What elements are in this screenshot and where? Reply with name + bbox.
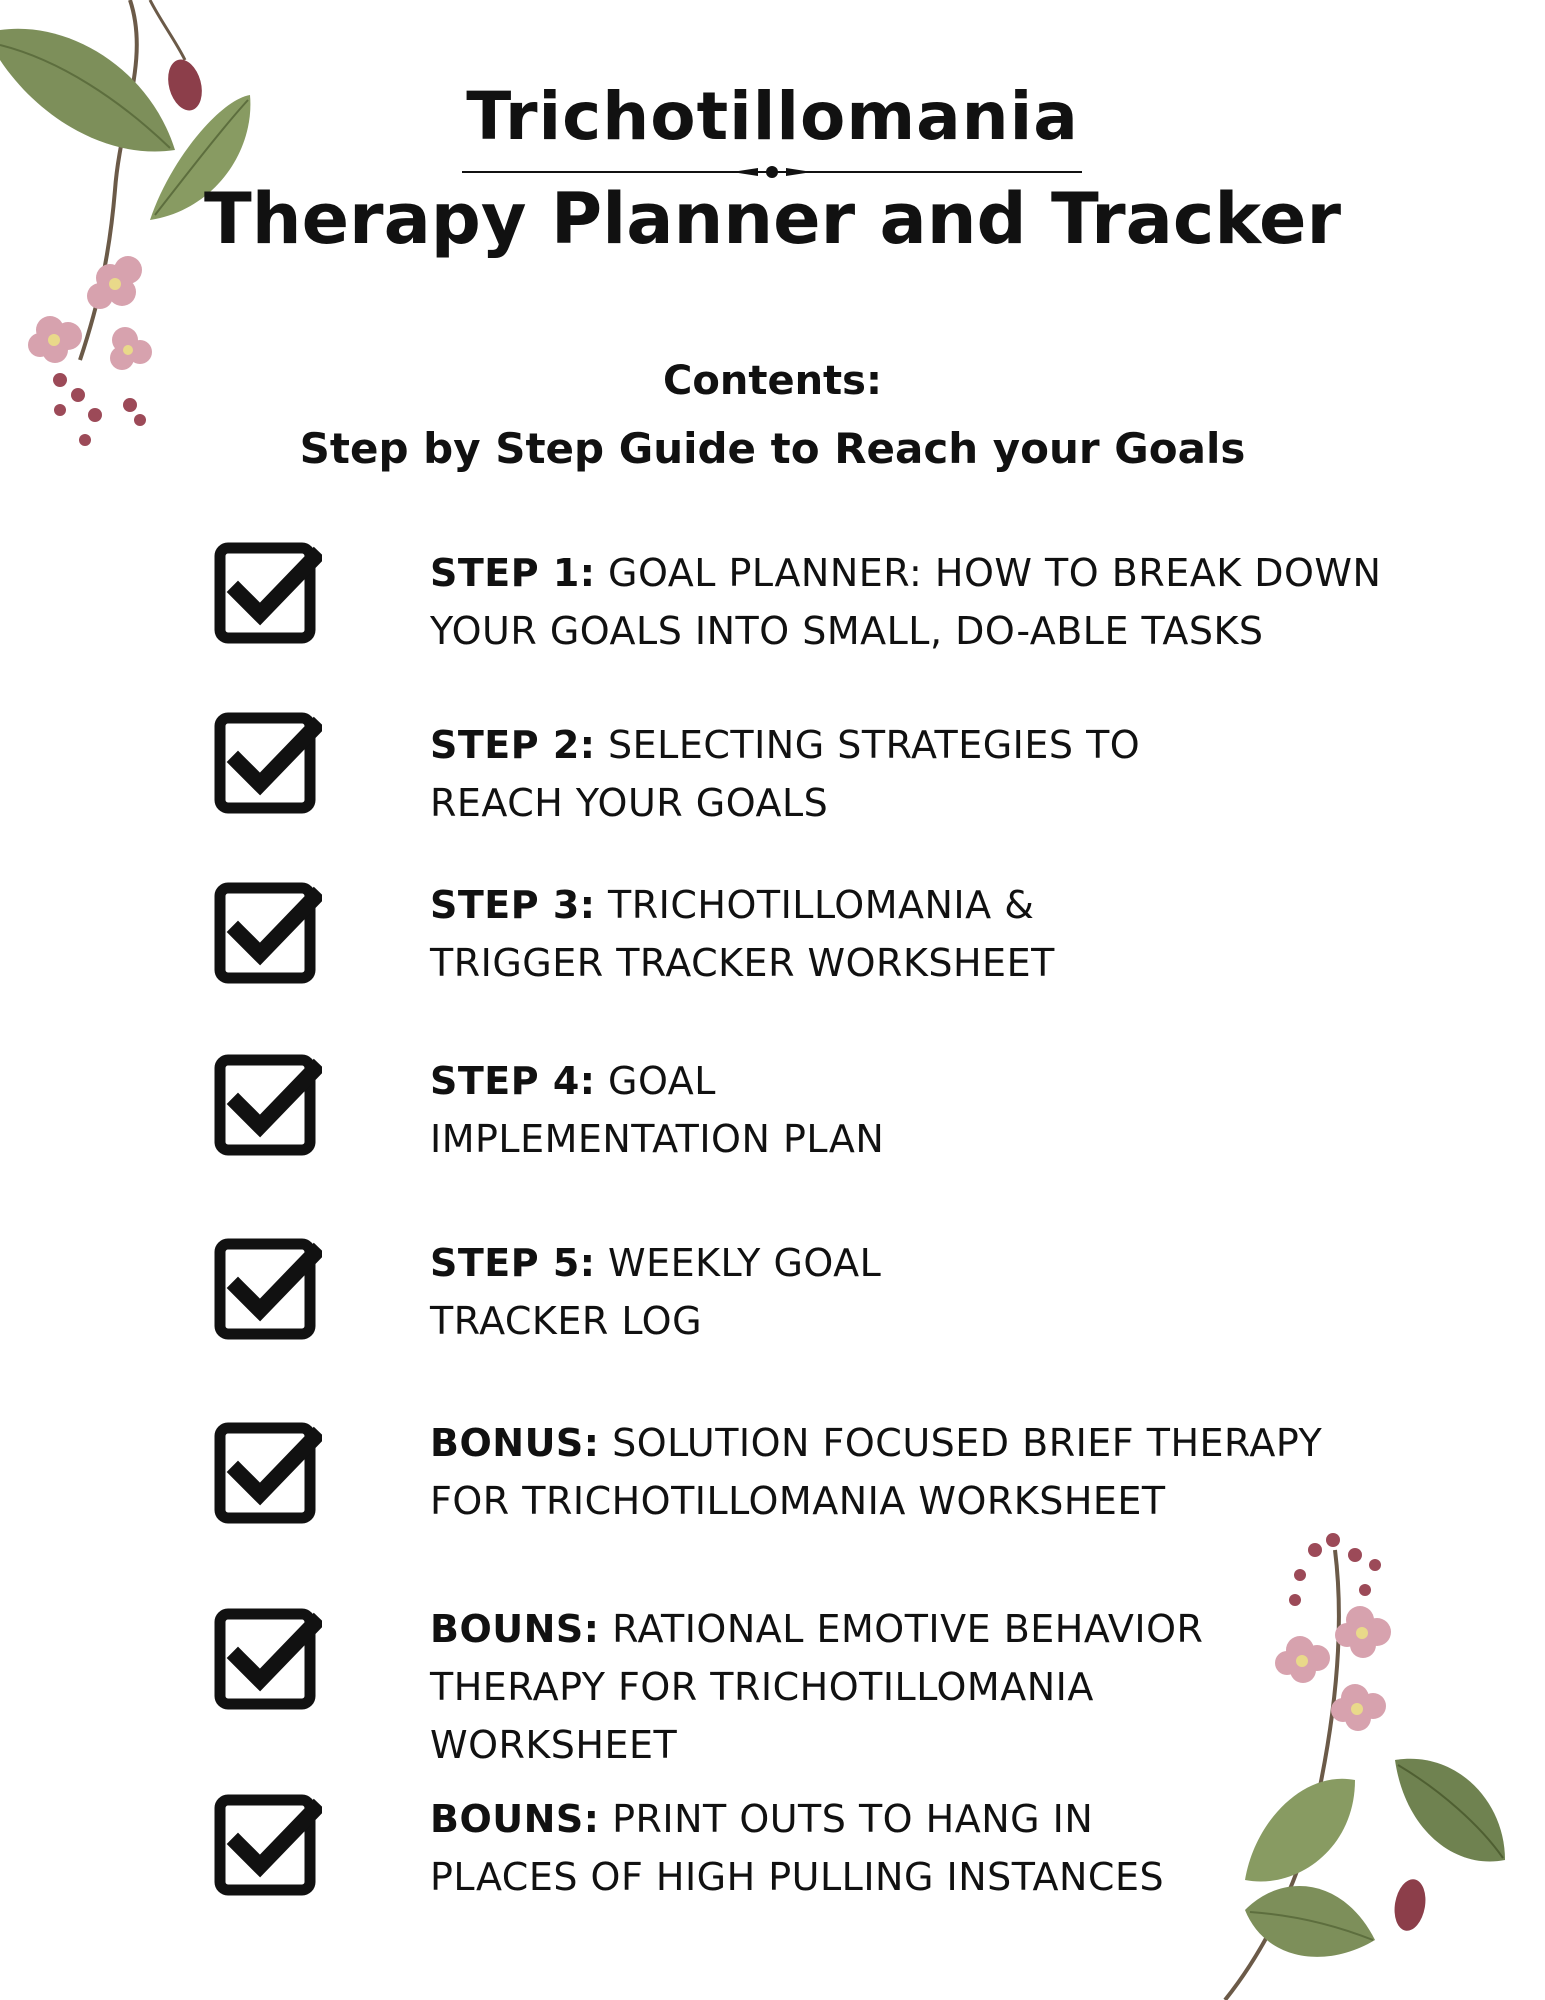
checked-box-icon	[214, 1052, 322, 1160]
flower-branch-icon	[1225, 1533, 1505, 2000]
page-title: Trichotillomania	[466, 78, 1079, 155]
step-label: STEP 3:	[430, 883, 596, 927]
checked-box-icon	[214, 710, 322, 818]
step-label: BOUNS:	[430, 1797, 600, 1841]
step-label: STEP 1:	[430, 551, 596, 595]
step-text-line3: WORKSHEET	[430, 1723, 678, 1767]
step-label: STEP 4:	[430, 1059, 596, 1103]
step-text-line2: REACH YOUR GOALS	[430, 781, 829, 825]
contents-subheading: Step by Step Guide to Reach your Goals	[299, 424, 1246, 473]
contents-heading: Contents:	[663, 358, 882, 404]
step-text-line2: THERAPY FOR TRICHOTILLOMANIA	[430, 1665, 1094, 1709]
step-text-line2: YOUR GOALS INTO SMALL, DO-ABLE TASKS	[430, 609, 1264, 653]
step-text-line1: RATIONAL EMOTIVE BEHAVIOR	[599, 1607, 1204, 1651]
step-text-line1: WEEKLY GOAL	[595, 1241, 882, 1285]
checked-box-icon	[214, 540, 322, 648]
step-text-line1: TRICHOTILLOMANIA &	[595, 883, 1035, 927]
checked-box-icon	[214, 1236, 322, 1344]
step-text-line2: IMPLEMENTATION PLAN	[430, 1117, 885, 1161]
step-label: STEP 5:	[430, 1241, 596, 1285]
checked-box-icon	[214, 1420, 322, 1528]
step-text-line1: GOAL	[595, 1059, 716, 1103]
page-subtitle: Therapy Planner and Tracker	[203, 178, 1342, 260]
step-label: STEP 2:	[430, 723, 596, 767]
flower-branch-decoration-bottom	[1205, 1520, 1545, 2000]
checked-box-icon	[214, 880, 322, 988]
step-label: BOUNS:	[430, 1607, 600, 1651]
step-text-line2: TRIGGER TRACKER WORKSHEET	[430, 941, 1055, 985]
title-divider	[462, 166, 1082, 178]
step-text-line2: PLACES OF HIGH PULLING INSTANCES	[430, 1855, 1165, 1899]
step-text-line1: SELECTING STRATEGIES TO	[595, 723, 1141, 767]
step-text-line1: SOLUTION FOCUSED BRIEF THERAPY	[599, 1421, 1323, 1465]
checked-box-icon	[214, 1792, 322, 1900]
step-text-line1: PRINT OUTS TO HANG IN	[599, 1797, 1094, 1841]
checked-box-icon	[214, 1606, 322, 1714]
step-text-line2: FOR TRICHOTILLOMANIA WORKSHEET	[430, 1479, 1166, 1523]
step-label: BONUS:	[430, 1421, 600, 1465]
step-text-line1: GOAL PLANNER: HOW TO BREAK DOWN	[595, 551, 1382, 595]
step-text-line2: TRACKER LOG	[430, 1299, 703, 1343]
